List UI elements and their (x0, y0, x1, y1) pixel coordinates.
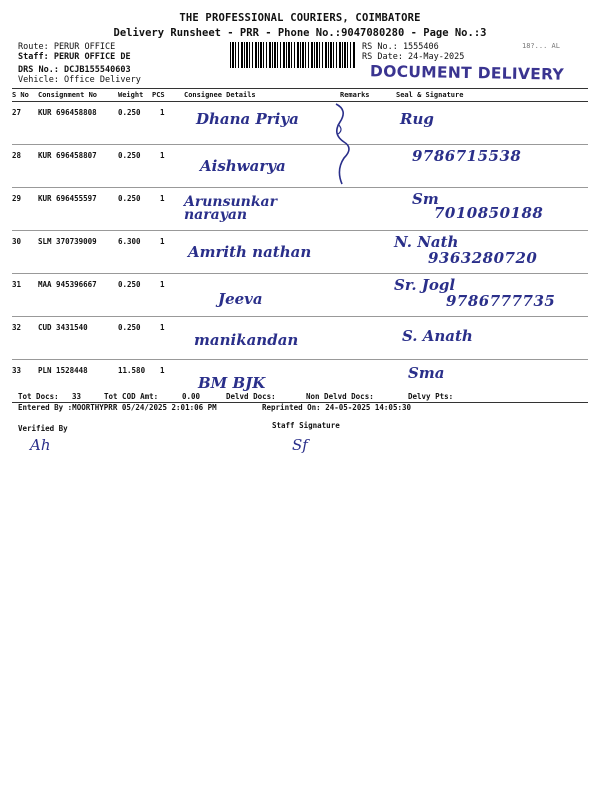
cod-label: Tot COD Amt: (104, 392, 159, 401)
reprinted-on: Reprinted On: 24-05-2025 14:05:30 (262, 403, 412, 412)
row-consignment: KUR 696458807 (38, 151, 97, 160)
row-consignment: PLN 1528448 (38, 366, 88, 375)
row-consignee: Dhana Priya (196, 110, 299, 128)
row-s-no: 30 (12, 237, 22, 246)
staff-signature: Sf (292, 436, 308, 454)
row-weight: 0.250 (118, 108, 141, 117)
verified-by-label: Verified By (18, 424, 68, 433)
row-consignment: SLM 370739009 (38, 237, 97, 246)
row-phone: 9786777735 (446, 292, 556, 310)
row-pcs: 1 (160, 108, 165, 117)
row-signature: Sm (412, 190, 439, 208)
vehicle-field: Vehicle: Office Delivery (18, 75, 141, 85)
row-consignee: Jeeva (218, 290, 263, 308)
barcode-image (230, 42, 356, 68)
col-seal: Seal & Signature (396, 91, 464, 99)
row-phone: 9786715538 (412, 147, 522, 165)
row-signature: Rug (400, 110, 434, 128)
table-row (12, 360, 588, 403)
document-title: THE PROFESSIONAL COURIERS, COIMBATORE (179, 12, 421, 24)
row-signature: Sr. Jogl (394, 276, 456, 294)
row-consignee: Amrith nathan (188, 243, 312, 261)
row-signature: N. Nath (394, 233, 459, 251)
row-weight: 0.250 (118, 323, 141, 332)
runsheet-table (12, 88, 588, 403)
row-s-no: 27 (12, 108, 22, 117)
table-row (12, 188, 588, 231)
row-consignee: BM BJK (198, 374, 266, 392)
tot-docs-label: Tot Docs: (18, 392, 59, 401)
remark-scribble-icon (330, 100, 358, 186)
delvd-docs-label: Delvd Docs: (226, 392, 276, 401)
row-s-no: 29 (12, 194, 22, 203)
col-weight: Weight (118, 91, 144, 99)
col-remarks: Remarks (340, 91, 370, 99)
row-consignment: MAA 945396667 (38, 280, 97, 289)
rs-number: RS No.: 1555406 (362, 42, 439, 52)
corner-note: 18?... AL (522, 42, 560, 50)
table-row (12, 231, 588, 274)
row-pcs: 1 (160, 323, 165, 332)
row-pcs: 1 (160, 151, 165, 160)
col-pcs: PCS (152, 91, 165, 99)
row-s-no: 28 (12, 151, 22, 160)
col-consignment: Consignment No (38, 91, 98, 99)
rs-date: RS Date: 24-May-2025 (362, 52, 465, 62)
row-phone: 9363280720 (428, 249, 538, 267)
verified-signature: Ah (30, 436, 51, 454)
row-pcs: 1 (160, 366, 165, 375)
non-delvd-docs-label: Non Delvd Docs: (306, 392, 374, 401)
staff-signature-label: Staff Signature (272, 421, 340, 430)
drs-field: DRS No.: DCJB155540603 (18, 65, 131, 75)
tot-docs-value: 33 (72, 392, 82, 401)
table-row (12, 102, 588, 145)
row-consignment: KUR 696455597 (38, 194, 97, 203)
delvy-pts-label: Delvy Pts: (408, 392, 454, 401)
row-weight: 6.300 (118, 237, 141, 246)
table-row (12, 317, 588, 360)
row-s-no: 33 (12, 366, 22, 375)
entered-by: Entered By :MOORTHYPRR 05/24/2025 2:01:06 PM (18, 403, 217, 412)
row-consignee: Arunsunkar narayan (184, 194, 277, 223)
document-delivery-stamp: DOCUMENT DELIVERY (369, 62, 565, 84)
table-row (12, 274, 588, 317)
row-consignee: Aishwarya (200, 157, 286, 175)
row-consignee: manikandan (194, 331, 299, 349)
col-s-no: S No (12, 91, 29, 99)
row-signature: Sma (408, 364, 445, 382)
table-row (12, 145, 588, 188)
row-s-no: 32 (12, 323, 22, 332)
row-weight: 0.250 (118, 280, 141, 289)
row-s-no: 31 (12, 280, 22, 289)
row-consignment: CUD 3431540 (38, 323, 88, 332)
row-phone: 7010850188 (434, 204, 544, 222)
row-pcs: 1 (160, 194, 165, 203)
row-pcs: 1 (160, 237, 165, 246)
row-signature: S. Anath (402, 327, 473, 345)
staff-field: Staff: PERUR OFFICE DE (18, 52, 131, 62)
col-consignee: Consignee Details (184, 91, 256, 99)
table-header (12, 89, 588, 102)
cod-value: 0.00 (182, 392, 201, 401)
route-field: Route: PERUR OFFICE (18, 42, 116, 52)
row-weight: 0.250 (118, 151, 141, 160)
row-pcs: 1 (160, 280, 165, 289)
row-consignment: KUR 696458808 (38, 108, 97, 117)
row-weight: 11.580 (118, 366, 146, 375)
runsheet-subtitle: Delivery Runsheet - PRR - Phone No.:9047080280 - Page No.:3 (113, 27, 487, 39)
row-weight: 0.250 (118, 194, 141, 203)
